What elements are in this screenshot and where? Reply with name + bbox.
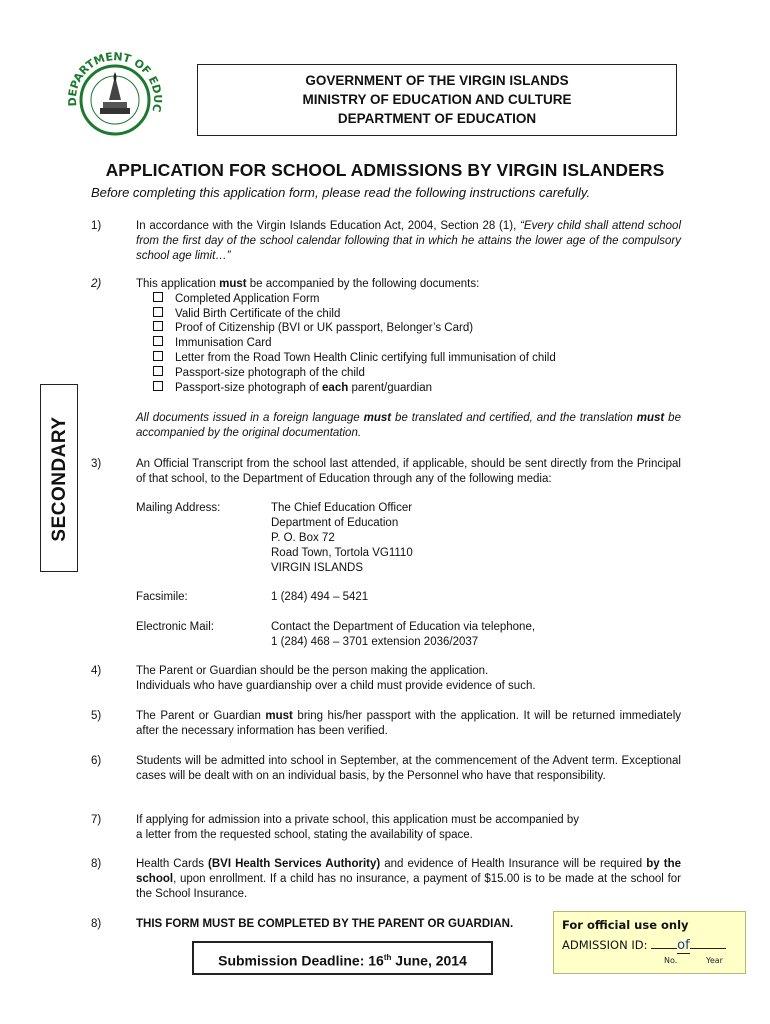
department-logo [60, 50, 170, 150]
note-part: be translated and certified, and the translation [391, 412, 637, 424]
submission-deadline [192, 941, 493, 975]
checkbox[interactable] [153, 366, 163, 376]
item-1-quote: “Every child shall attend school from the first day of the school calendar following that in which he attains the lower age of the compulsory school age limit…” [136, 220, 681, 262]
email-value [271, 620, 535, 650]
item-3-text: An Official Transcript from the school last attended, if applicable, should be sent directly from the Principal of that school, to the Department of Education through any of the following media: [136, 458, 681, 485]
item-5-number: 5) [91, 710, 102, 722]
item-6-text: Students will be admitted into school in September, at the commencement of the Advent term. Exceptional cases will be dealt with on an individual basis, by the Personnel who have that responsibility. [136, 755, 681, 782]
checkbox[interactable] [153, 292, 163, 302]
item-7-line: If applying for admission into a private school, this application must be accompanied by [136, 814, 579, 826]
checklist-label: Valid Birth Certificate of the child [175, 308, 341, 320]
checklist-item [153, 366, 365, 381]
email-line: Contact the Department of Education via telephone, [271, 621, 536, 633]
item-2-bold: must [219, 278, 247, 290]
admission-number-blank[interactable] [651, 948, 677, 949]
item-1-plain: In accordance with the Virgin Islands Education Act, 2004, Section 28 (1), [136, 220, 521, 232]
deadline-sup: th [383, 953, 392, 962]
checklist-label: Passport-size photograph of [175, 382, 323, 394]
item-2-pre: This application [136, 278, 220, 290]
admission-of: of [677, 938, 690, 953]
item-9-number: 8) [91, 918, 102, 930]
header-box [197, 64, 677, 136]
checklist-item [153, 381, 432, 396]
item-4-text [136, 664, 681, 694]
item-8-bold: by the school [136, 858, 681, 885]
note-bold: must [636, 412, 665, 424]
item-5-post: bring his/her passport with the application. It will be returned immediately after the necessary information has been verified. [136, 710, 682, 737]
header-line-government: GOVERNMENT OF THE VIRGIN ISLANDS [305, 73, 569, 88]
checklist-label-bold: each [322, 382, 349, 394]
email-label: Electronic Mail: [136, 621, 214, 633]
checklist-item [153, 321, 473, 336]
item-2-number: 2) [91, 278, 102, 290]
item-8-number: 8) [91, 858, 102, 870]
item-8-part: and evidence of Health Insurance will be required [380, 858, 647, 870]
official-use-title: For official use only [562, 918, 689, 932]
deadline-post: June, 2014 [391, 952, 467, 969]
admission-year-caption: Year [706, 956, 723, 965]
intro-text: Before completing this application form, please read the following instructions carefully. [91, 185, 591, 200]
note-bold: must [363, 412, 392, 424]
fax-number: 1 (284) 494 – 5421 [271, 591, 369, 603]
address-line: The Chief Education Officer [271, 502, 413, 514]
header-line-department: DEPARTMENT OF EDUCATION [337, 111, 537, 126]
translation-note [136, 411, 681, 441]
checklist-label: Passport-size photograph of the child [175, 367, 365, 379]
checklist-item [153, 307, 340, 322]
item-1-number: 1) [91, 220, 102, 232]
item-7-text [136, 813, 681, 843]
checklist-label: Immunisation Card [175, 337, 272, 349]
logo-text: DEPARTMENT OF EDUC [65, 50, 165, 114]
checklist-label: Letter from the Road Town Health Clinic certifying full immunisation of child [175, 352, 556, 364]
admission-id-label: ADMISSION ID: [562, 938, 652, 952]
item-4-number: 4) [91, 665, 102, 677]
address-line: VIRGIN ISLANDS [271, 562, 364, 574]
checklist-item [153, 351, 556, 366]
checkbox[interactable] [153, 307, 163, 317]
admission-no-caption: No. [664, 956, 678, 965]
item-8-part: , upon enrollment. If a child has no insurance, a payment of $15.00 is to be made at the school for the School Insurance. [136, 873, 681, 900]
item-6-number: 6) [91, 755, 102, 767]
checklist-label-end: parent/guardian [348, 382, 433, 394]
item-5-text [136, 709, 681, 739]
item-5-bold: must [265, 710, 293, 722]
address-line: P. O. Box 72 [271, 532, 335, 544]
secondary-side-box [40, 384, 78, 572]
checkbox[interactable] [153, 351, 163, 361]
header-line-ministry: MINISTRY OF EDUCATION AND CULTURE [302, 92, 572, 107]
address-line: Road Town, Tortola VG1110 [271, 547, 413, 559]
secondary-label: SECONDARY [49, 416, 70, 542]
mailing-address [271, 501, 413, 576]
checkbox[interactable] [153, 321, 163, 331]
admission-id-field [562, 938, 726, 953]
fax-label: Facsimile: [136, 591, 188, 603]
item-8-bold: (BVI Health Services Authority) [208, 858, 381, 870]
note-part: All documents issued in a foreign language [136, 412, 364, 424]
official-use-box [553, 911, 746, 974]
note-part: be accompanied by the original documentation. [136, 412, 681, 439]
item-8-text [136, 857, 681, 902]
checkbox[interactable] [153, 336, 163, 346]
item-8-part: Health Cards [136, 858, 209, 870]
item-9-text: THIS FORM MUST BE COMPLETED BY THE PARENT OR GUARDIAN. [136, 918, 514, 930]
item-4-line: The Parent or Guardian should be the person making the application. [136, 665, 489, 677]
checklist-label: Proof of Citizenship (BVI or UK passport, Belonger’s Card) [175, 322, 474, 334]
item-5-pre: The Parent or Guardian [136, 710, 266, 722]
checklist-label: Completed Application Form [175, 293, 320, 305]
page-title: APPLICATION FOR SCHOOL ADMISSIONS BY VIRGIN ISLANDERS [105, 160, 665, 180]
checklist-item [153, 336, 272, 351]
checklist-item [153, 292, 319, 307]
checkbox[interactable] [153, 381, 163, 391]
mailing-address-label: Mailing Address: [136, 502, 221, 514]
item-7-line: a letter from the requested school, stating the availability of space. [136, 829, 473, 841]
item-4-line: Individuals who have guardianship over a child must provide evidence of such. [136, 680, 536, 692]
item-3-number: 3) [91, 458, 102, 470]
item-2-post: be accompanied by the following documents: [246, 278, 480, 290]
item-7-number: 7) [91, 814, 102, 826]
item-1-text [136, 219, 681, 264]
admission-year-blank[interactable] [690, 948, 726, 949]
email-line: 1 (284) 468 – 3701 extension 2036/2037 [271, 636, 479, 648]
item-2-text [136, 277, 681, 292]
address-line: Department of Education [271, 517, 399, 529]
deadline-pre: Submission Deadline: 16 [218, 952, 384, 969]
